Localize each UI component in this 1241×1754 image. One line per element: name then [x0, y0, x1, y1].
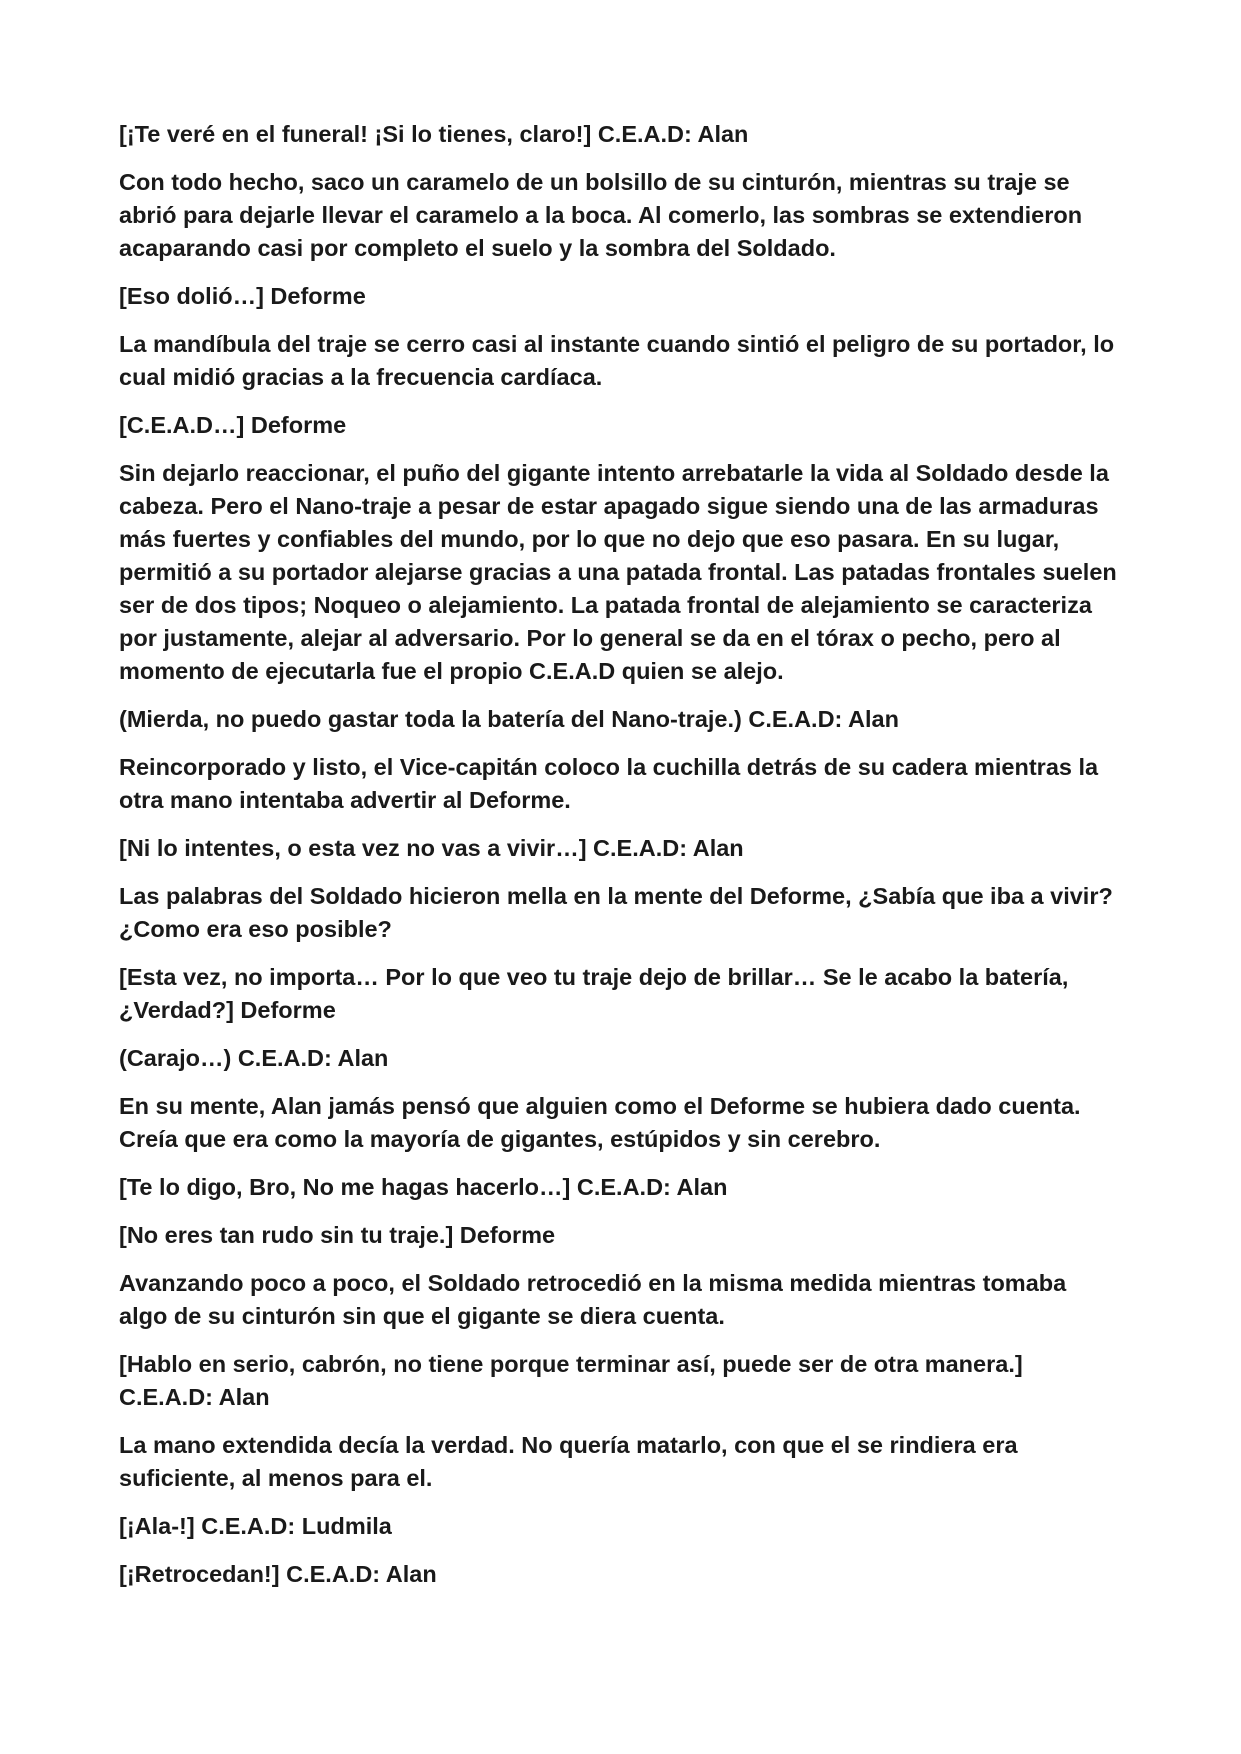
paragraph-14: [Te lo digo, Bro, No me hagas hacerlo…] C.E.A.D: Alan — [119, 1174, 728, 1200]
paragraph-11: [Esta vez, no importa… Por lo que veo tu traje dejo de brillar… Se le acabo la batería, ¿Verdad?] Deforme — [119, 964, 1069, 1023]
paragraph-17: [Hablo en serio, cabrón, no tiene porque terminar así, puede ser de otra manera.] C.E.A.D: Alan — [119, 1351, 1023, 1410]
paragraph-7: (Mierda, no puedo gastar toda la batería del Nano-traje.) C.E.A.D: Alan — [119, 706, 899, 732]
paragraph-3: [Eso dolió…] Deforme — [119, 283, 366, 309]
paragraph-2: Con todo hecho, saco un caramelo de un bolsillo de su cinturón, mientras su traje se abrió para dejarle llevar el caramelo a la boca. Al comerlo, las sombras se extendieron acaparando casi por completo el suelo y la sombra del Soldado. — [119, 169, 1083, 261]
paragraph-15: [No eres tan rudo sin tu traje.] Deforme — [119, 1222, 556, 1248]
paragraph-6: Sin dejarlo reaccionar, el puño del gigante intento arrebatarle la vida al Soldado desde la cabeza. Pero el Nano-traje a pesar de estar apagado sigue siendo una de las armaduras más fuertes y confiables del mundo, por lo que no dejo que eso pasara. En su lugar, permitió a su portador alejarse gracias a una patada frontal. Las patadas frontales suelen ser de dos tipos; Noqueo o alejamiento. La patada frontal de alejamiento se caracteriza por justamente, alejar al adversario. Por lo general se da en el tórax o pecho, pero al momento de ejecutarla fue el propio C.E.A.D quien se alejo. — [119, 460, 1117, 684]
paragraph-18: La mano extendida decía la verdad. No quería matarlo, con que el se rindiera era suficiente, al menos para el. — [119, 1432, 1018, 1491]
paragraph-13: En su mente, Alan jamás pensó que alguien como el Deforme se hubiera dado cuenta. Creía que era como la mayoría de gigantes, estúpidos y sin cerebro. — [119, 1093, 1081, 1152]
paragraph-4: La mandíbula del traje se cerro casi al instante cuando sintió el peligro de su portador, lo cual midió gracias a la frecuencia cardíaca. — [119, 331, 1115, 390]
paragraph-8: Reincorporado y listo, el Vice-capitán coloco la cuchilla detrás de su cadera mientras la otra mano intentaba advertir al Deforme. — [119, 754, 1099, 813]
paragraph-12: (Carajo…) C.E.A.D: Alan — [119, 1045, 389, 1071]
paragraph-20: [¡Retrocedan!] C.E.A.D: Alan — [119, 1561, 437, 1587]
document-page — [119, 118, 1119, 1606]
paragraph-5: [C.E.A.D…] Deforme — [119, 412, 347, 438]
paragraph-16: Avanzando poco a poco, el Soldado retrocedió en la misma medida mientras tomaba algo de su cinturón sin que el gigante se diera cuenta. — [119, 1270, 1067, 1329]
paragraph-10: Las palabras del Soldado hicieron mella en la mente del Deforme, ¿Sabía que iba a vivir? ¿Como era eso posible? — [119, 883, 1113, 942]
paragraph-1: [¡Te veré en el funeral! ¡Si lo tienes, claro!] C.E.A.D: Alan — [119, 121, 749, 147]
paragraph-9: [Ni lo intentes, o esta vez no vas a vivir…] C.E.A.D: Alan — [119, 835, 744, 861]
paragraph-19: [¡Ala-!] C.E.A.D: Ludmila — [119, 1513, 392, 1539]
